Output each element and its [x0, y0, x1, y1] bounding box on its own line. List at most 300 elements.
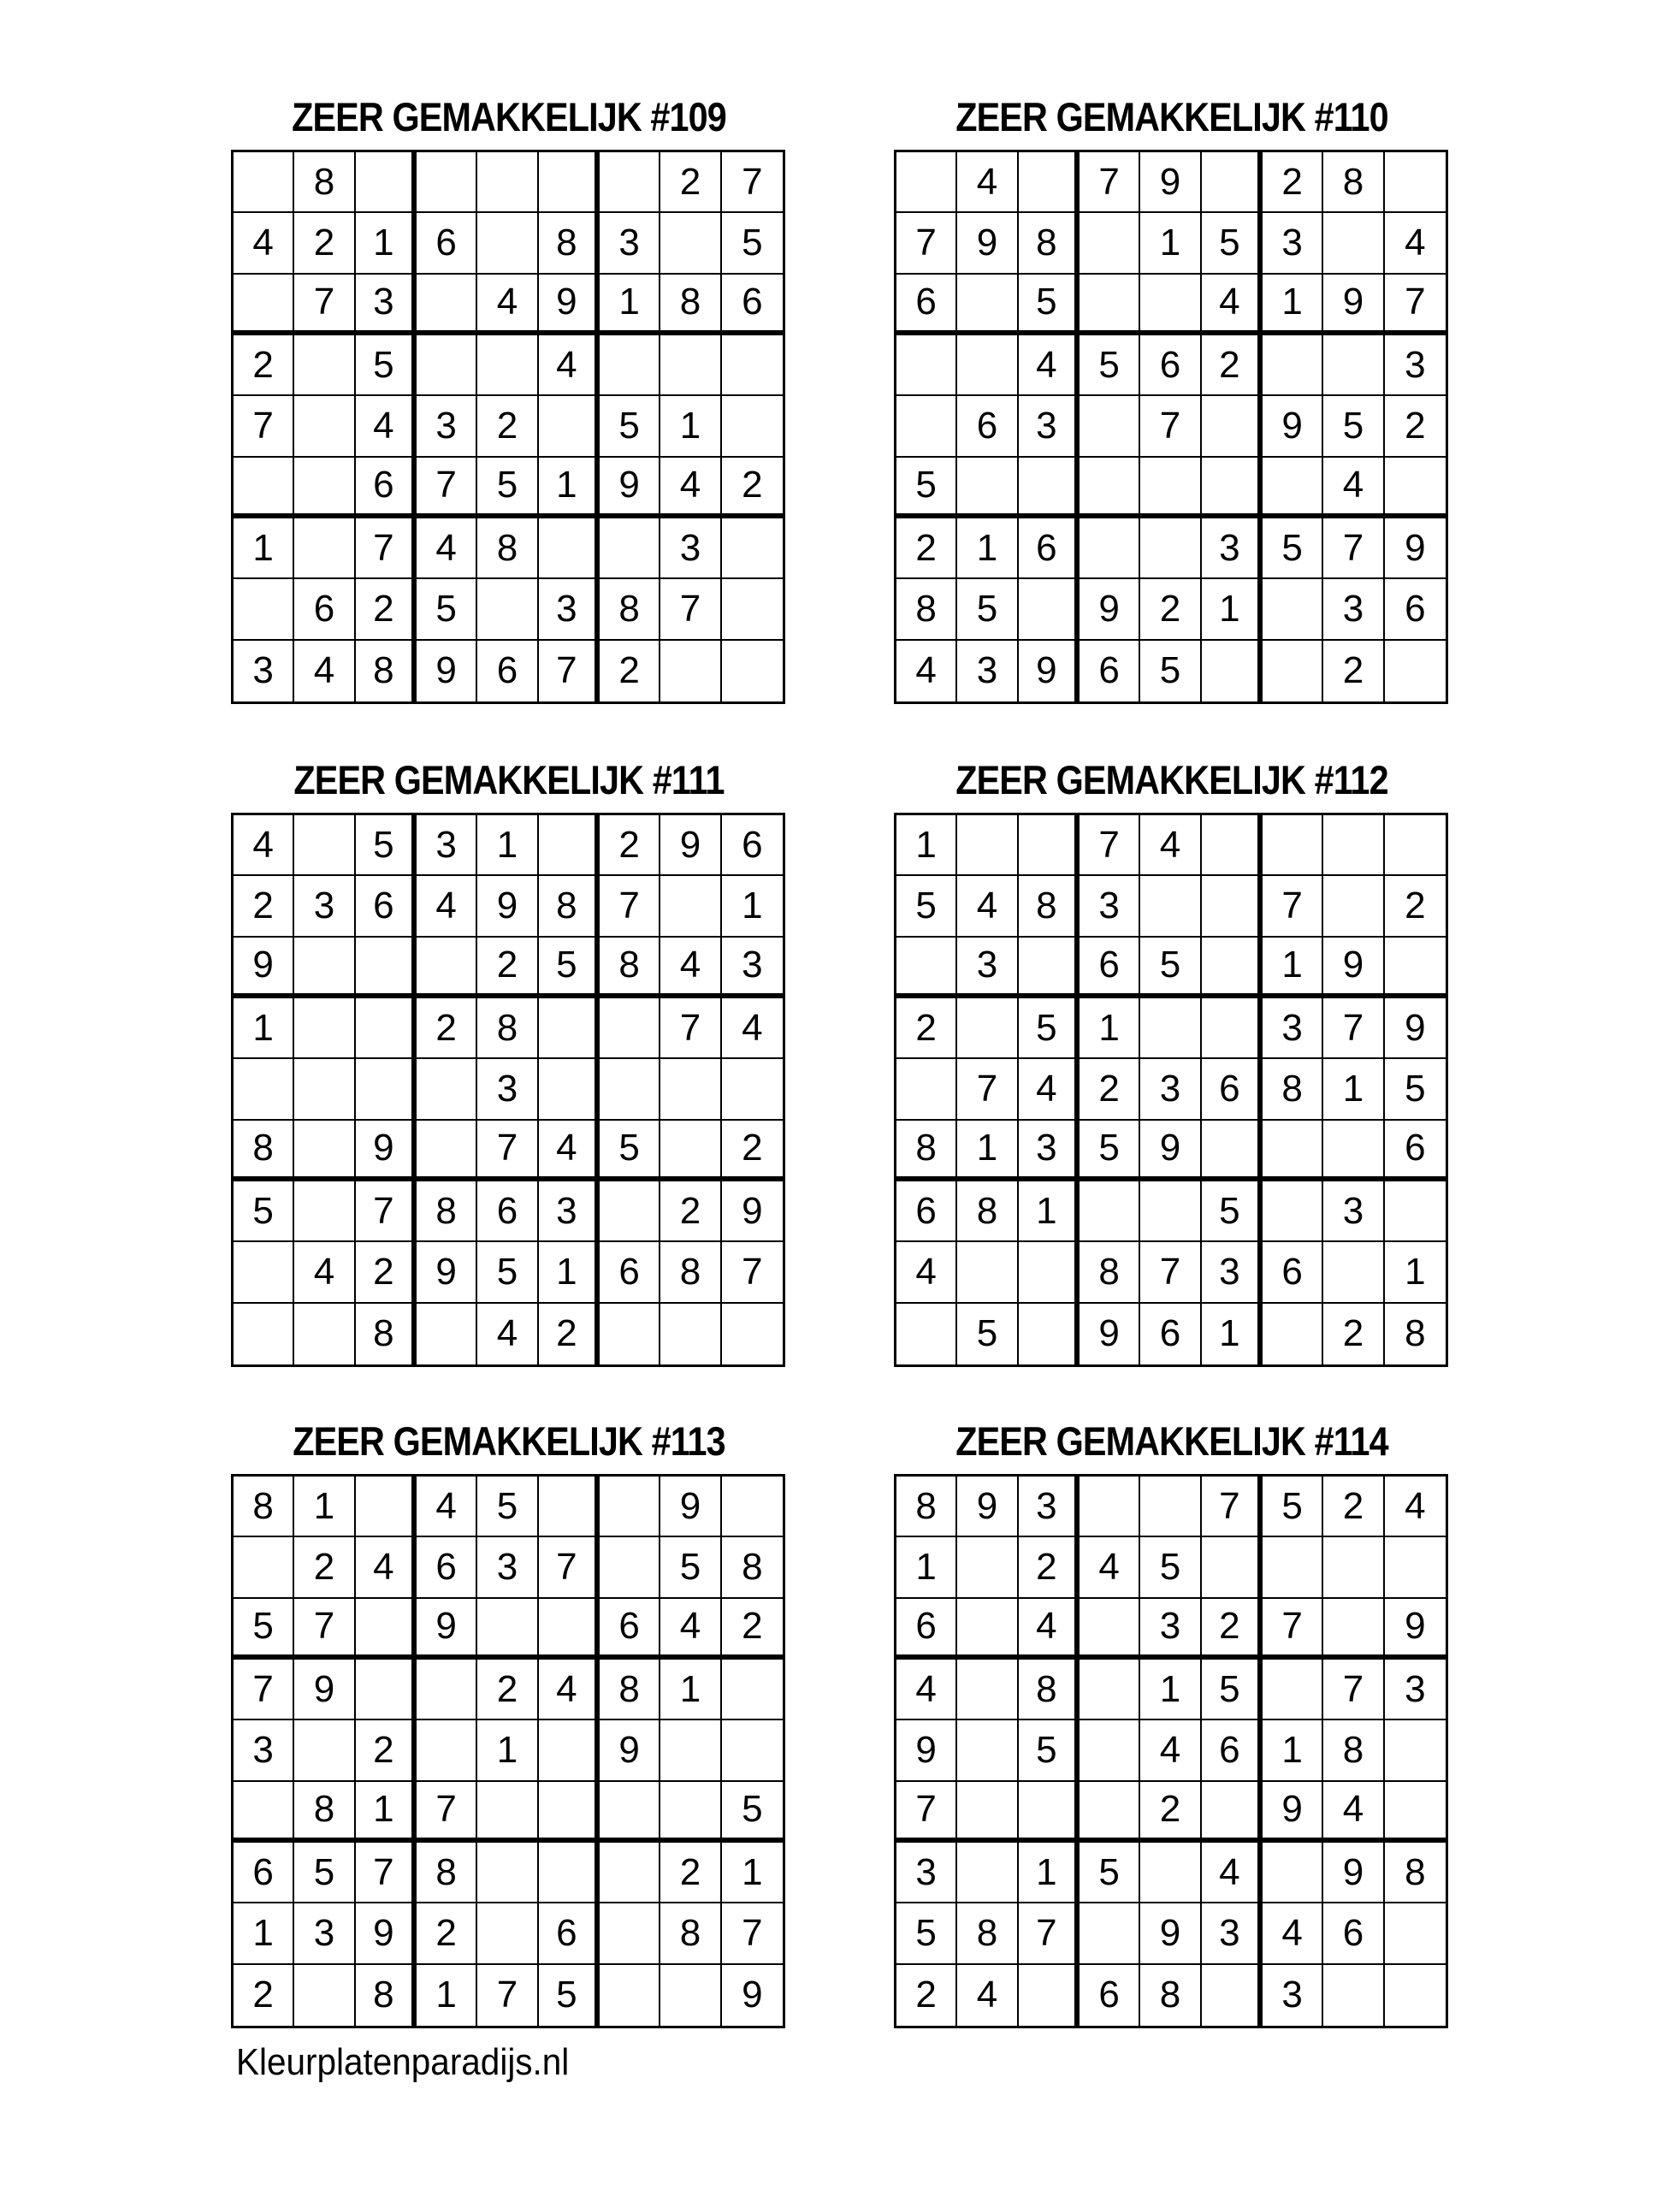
sudoku-cell[interactable]: 7	[1140, 1242, 1201, 1303]
sudoku-cell[interactable]: 7	[417, 458, 477, 518]
sudoku-cell[interactable]: 9	[600, 458, 660, 518]
sudoku-cell[interactable]: 2	[896, 998, 957, 1059]
sudoku-cell[interactable]: 6	[417, 1537, 477, 1598]
sudoku-cell[interactable]	[957, 998, 1018, 1059]
sudoku-cell[interactable]: 1	[356, 1782, 417, 1843]
sudoku-cell[interactable]: 8	[896, 1121, 957, 1181]
sudoku-cell[interactable]: 6	[600, 1242, 660, 1303]
sudoku-cell[interactable]: 1	[294, 1477, 355, 1537]
sudoku-cell[interactable]	[1263, 579, 1323, 640]
sudoku-cell[interactable]: 5	[896, 1903, 957, 1964]
sudoku-cell[interactable]: 6	[896, 1599, 957, 1660]
sudoku-cell[interactable]: 6	[1140, 1304, 1201, 1364]
sudoku-cell[interactable]: 9	[742, 1974, 763, 2016]
sudoku-cell[interactable]	[1385, 1782, 1446, 1843]
sudoku-cell[interactable]	[294, 396, 355, 457]
sudoku-cell[interactable]: 1	[1019, 1843, 1080, 1903]
sudoku-cell[interactable]	[294, 1181, 355, 1242]
sudoku-cell[interactable]	[957, 1843, 1018, 1903]
sudoku-cell[interactable]	[957, 1720, 1018, 1781]
sudoku-cell[interactable]: 4	[722, 998, 783, 1059]
sudoku-cell[interactable]: 8	[1323, 1720, 1384, 1781]
sudoku-cell[interactable]: 8	[1019, 1660, 1080, 1720]
sudoku-cell[interactable]: 5	[1202, 1660, 1263, 1720]
sudoku-cell[interactable]: 5	[957, 579, 1018, 640]
sudoku-cell[interactable]: 5	[356, 815, 417, 876]
sudoku-cell[interactable]: 3	[1140, 1599, 1201, 1660]
sudoku-cell[interactable]: 4	[477, 1304, 538, 1364]
sudoku-cell[interactable]: 5	[477, 458, 538, 518]
sudoku-cell[interactable]: 1	[1202, 579, 1263, 640]
sudoku-cell[interactable]: 4	[1202, 1843, 1263, 1903]
sudoku-cell[interactable]: 5	[1019, 998, 1080, 1059]
sudoku-cell[interactable]: 2	[660, 1843, 721, 1903]
sudoku-cell[interactable]	[722, 1720, 783, 1781]
sudoku-cell[interactable]: 9	[294, 1660, 355, 1720]
sudoku-cell[interactable]: 3	[1385, 1660, 1446, 1720]
sudoku-cell[interactable]: 8	[957, 1903, 1018, 1964]
sudoku-cell[interactable]	[722, 518, 783, 579]
sudoku-cell[interactable]	[1202, 815, 1263, 876]
sudoku-cell[interactable]	[356, 938, 417, 998]
sudoku-cell[interactable]	[600, 152, 660, 213]
sudoku-cell[interactable]	[539, 1782, 600, 1843]
sudoku-cell[interactable]	[1385, 815, 1446, 876]
sudoku-cell[interactable]: 2	[1202, 335, 1263, 396]
sudoku-cell[interactable]	[1140, 275, 1201, 335]
sudoku-cell[interactable]: 9	[1385, 1599, 1446, 1660]
sudoku-cell[interactable]	[1202, 458, 1263, 518]
sudoku-cell[interactable]	[539, 518, 600, 579]
sudoku-cell[interactable]: 3	[417, 396, 477, 457]
sudoku-cell[interactable]	[600, 1843, 660, 1903]
sudoku-cell[interactable]: 8	[477, 998, 538, 1059]
sudoku-cell[interactable]	[477, 1599, 538, 1660]
sudoku-cell[interactable]: 4	[1385, 213, 1446, 274]
sudoku-cell[interactable]: 4	[356, 1537, 417, 1598]
sudoku-cell[interactable]: 7	[294, 275, 355, 335]
sudoku-cell[interactable]	[234, 579, 294, 640]
sudoku-cell[interactable]: 7	[1202, 1477, 1263, 1537]
sudoku-cell[interactable]: 4	[896, 1242, 957, 1303]
sudoku-cell[interactable]: 9	[417, 1599, 477, 1660]
sudoku-cell[interactable]: 7	[1385, 275, 1446, 335]
sudoku-cell[interactable]	[294, 815, 355, 876]
sudoku-cell[interactable]: 4	[417, 518, 477, 579]
sudoku-cell[interactable]: 1	[1263, 275, 1323, 335]
sudoku-cell[interactable]: 2	[234, 876, 294, 937]
sudoku-cell[interactable]: 6	[1140, 335, 1201, 396]
sudoku-cell[interactable]	[477, 152, 538, 213]
sudoku-cell[interactable]: 9	[539, 275, 600, 335]
sudoku-cell[interactable]	[722, 1304, 783, 1364]
sudoku-cell[interactable]	[1323, 815, 1384, 876]
sudoku-cell[interactable]	[234, 1304, 294, 1364]
sudoku-cell[interactable]: 7	[1080, 152, 1140, 213]
sudoku-cell[interactable]	[1019, 938, 1080, 998]
sudoku-cell[interactable]: 2	[1323, 1477, 1384, 1537]
sudoku-cell[interactable]: 5	[1080, 1121, 1140, 1181]
sudoku-cell[interactable]	[957, 1242, 1018, 1303]
sudoku-cell[interactable]: 4	[417, 876, 477, 937]
sudoku-cell[interactable]: 4	[1263, 1903, 1323, 1964]
sudoku-cell[interactable]: 1	[1019, 1181, 1080, 1242]
sudoku-cell[interactable]: 8	[660, 1903, 721, 1964]
sudoku-cell[interactable]: 5	[539, 1965, 600, 2026]
sudoku-cell[interactable]	[539, 998, 600, 1059]
sudoku-cell[interactable]	[1385, 1181, 1446, 1242]
sudoku-cell[interactable]: 6	[417, 213, 477, 274]
sudoku-cell[interactable]	[1263, 458, 1323, 518]
sudoku-cell[interactable]	[1019, 152, 1080, 213]
sudoku-cell[interactable]: 5	[294, 1843, 355, 1903]
sudoku-cell[interactable]	[539, 1599, 600, 1660]
sudoku-cell[interactable]: 9	[722, 1181, 783, 1242]
sudoku-cell[interactable]	[896, 335, 957, 396]
sudoku-cell[interactable]: 5	[1202, 1181, 1263, 1242]
sudoku-cell[interactable]: 6	[1202, 1720, 1263, 1781]
sudoku-cell[interactable]: 5	[1019, 1720, 1080, 1781]
sudoku-cell[interactable]: 5	[477, 1242, 538, 1303]
sudoku-cell[interactable]	[356, 1059, 417, 1120]
sudoku-cell[interactable]	[896, 396, 957, 457]
sudoku-cell[interactable]	[1080, 213, 1140, 274]
sudoku-cell[interactable]	[896, 152, 957, 213]
sudoku-cell[interactable]	[1202, 1965, 1263, 2026]
sudoku-cell[interactable]: 9	[600, 1720, 660, 1781]
sudoku-cell[interactable]: 4	[1019, 335, 1080, 396]
sudoku-cell[interactable]	[1202, 1782, 1263, 1843]
sudoku-cell[interactable]: 5	[660, 1537, 721, 1598]
sudoku-cell[interactable]	[1202, 938, 1263, 998]
sudoku-cell[interactable]: 8	[1385, 1843, 1446, 1903]
sudoku-cell[interactable]	[1385, 458, 1446, 518]
sudoku-cell[interactable]: 8	[356, 1304, 417, 1364]
sudoku-cell[interactable]	[1080, 518, 1140, 579]
sudoku-cell[interactable]: 5	[722, 1782, 783, 1843]
sudoku-cell[interactable]	[1140, 998, 1201, 1059]
sudoku-cell[interactable]	[294, 1965, 355, 2026]
sudoku-cell[interactable]: 1	[477, 1720, 538, 1781]
sudoku-cell[interactable]	[600, 1782, 660, 1843]
sudoku-cell[interactable]: 7	[356, 1181, 417, 1242]
sudoku-cell[interactable]: 6	[234, 1843, 294, 1903]
sudoku-cell[interactable]: 1	[660, 396, 721, 457]
sudoku-cell[interactable]: 9	[1385, 998, 1446, 1059]
sudoku-cell[interactable]: 3	[1202, 518, 1263, 579]
sudoku-cell[interactable]: 7	[356, 1843, 417, 1903]
sudoku-cell[interactable]: 6	[957, 396, 1018, 457]
sudoku-cell[interactable]: 3	[234, 1720, 294, 1781]
sudoku-cell[interactable]: 5	[1323, 396, 1384, 457]
sudoku-cell[interactable]: 9	[1140, 1903, 1201, 1964]
sudoku-cell[interactable]: 4	[1140, 815, 1201, 876]
sudoku-cell[interactable]	[1263, 1121, 1323, 1181]
sudoku-cell[interactable]: 3	[294, 876, 355, 937]
sudoku-cell[interactable]: 4	[1019, 1059, 1080, 1120]
sudoku-cell[interactable]: 4	[896, 1660, 957, 1720]
sudoku-cell[interactable]: 5	[957, 1304, 1018, 1364]
sudoku-cell[interactable]: 3	[1202, 1242, 1263, 1303]
sudoku-cell[interactable]	[660, 1121, 721, 1181]
sudoku-cell[interactable]: 1	[896, 815, 957, 876]
sudoku-cell[interactable]: 4	[539, 1660, 600, 1720]
sudoku-cell[interactable]: 3	[1323, 579, 1384, 640]
sudoku-cell[interactable]	[539, 1843, 600, 1903]
sudoku-cell[interactable]	[1323, 1121, 1384, 1181]
sudoku-cell[interactable]: 2	[477, 396, 538, 457]
sudoku-cell[interactable]: 9	[1323, 275, 1384, 335]
sudoku-cell[interactable]: 2	[722, 1121, 783, 1181]
sudoku-cell[interactable]: 2	[1323, 1304, 1384, 1364]
sudoku-cell[interactable]: 4	[234, 815, 294, 876]
sudoku-cell[interactable]: 8	[417, 1843, 477, 1903]
sudoku-cell[interactable]: 9	[957, 1477, 1018, 1537]
sudoku-cell[interactable]	[294, 1720, 355, 1781]
sudoku-cell[interactable]: 2	[896, 518, 957, 579]
sudoku-cell[interactable]	[957, 1599, 1018, 1660]
sudoku-cell[interactable]	[417, 275, 477, 335]
sudoku-cell[interactable]: 5	[722, 213, 783, 274]
sudoku-cell[interactable]: 9	[957, 213, 1018, 274]
sudoku-cell[interactable]: 9	[1385, 518, 1446, 579]
sudoku-cell[interactable]	[1385, 1903, 1446, 1964]
sudoku-cell[interactable]: 4	[477, 275, 538, 335]
sudoku-cell[interactable]: 3	[1263, 1965, 1323, 2026]
sudoku-cell[interactable]: 1	[722, 1843, 783, 1903]
sudoku-cell[interactable]: 2	[234, 1965, 294, 2026]
sudoku-cell[interactable]	[539, 1477, 600, 1537]
sudoku-cell[interactable]: 1	[957, 1121, 1018, 1181]
sudoku-cell[interactable]: 7	[722, 1903, 783, 1964]
sudoku-cell[interactable]: 9	[234, 938, 294, 998]
sudoku-cell[interactable]: 2	[600, 815, 660, 876]
sudoku-cell[interactable]: 6	[896, 1181, 957, 1242]
sudoku-cell[interactable]: 3	[234, 641, 294, 701]
sudoku-cell[interactable]: 8	[1263, 1059, 1323, 1120]
sudoku-cell[interactable]: 7	[660, 998, 721, 1059]
sudoku-cell[interactable]: 1	[1263, 1720, 1323, 1781]
sudoku-cell[interactable]: 2	[539, 1304, 600, 1364]
sudoku-cell[interactable]	[1080, 1181, 1140, 1242]
sudoku-cell[interactable]	[1323, 1965, 1384, 2026]
sudoku-cell[interactable]: 4	[957, 876, 1018, 937]
sudoku-cell[interactable]: 3	[539, 1181, 600, 1242]
sudoku-cell[interactable]: 6	[539, 1903, 600, 1964]
sudoku-cell[interactable]	[1202, 396, 1263, 457]
sudoku-cell[interactable]: 5	[600, 396, 660, 457]
sudoku-cell[interactable]: 9	[356, 1903, 417, 1964]
sudoku-cell[interactable]: 1	[1263, 938, 1323, 998]
sudoku-cell[interactable]: 8	[600, 1660, 660, 1720]
sudoku-cell[interactable]	[1323, 1537, 1384, 1598]
sudoku-cell[interactable]	[234, 152, 294, 213]
sudoku-cell[interactable]	[600, 1477, 660, 1537]
sudoku-cell[interactable]: 5	[356, 335, 417, 396]
sudoku-cell[interactable]: 6	[600, 1599, 660, 1660]
sudoku-cell[interactable]	[1385, 1720, 1446, 1781]
sudoku-cell[interactable]: 2	[356, 579, 417, 640]
sudoku-cell[interactable]: 3	[1140, 1059, 1201, 1120]
sudoku-cell[interactable]: 3	[1019, 396, 1080, 457]
sudoku-cell[interactable]: 3	[1323, 1181, 1384, 1242]
sudoku-cell[interactable]	[957, 275, 1018, 335]
sudoku-cell[interactable]	[1385, 1965, 1446, 2026]
sudoku-cell[interactable]: 7	[234, 396, 294, 457]
sudoku-cell[interactable]: 2	[477, 938, 538, 998]
sudoku-cell[interactable]: 5	[539, 938, 600, 998]
sudoku-cell[interactable]: 7	[1263, 876, 1323, 937]
sudoku-cell[interactable]	[1385, 641, 1446, 701]
sudoku-cell[interactable]	[477, 1782, 538, 1843]
sudoku-cell[interactable]: 7	[1019, 1903, 1080, 1964]
sudoku-cell[interactable]: 7	[356, 518, 417, 579]
sudoku-cell[interactable]: 4	[1202, 275, 1263, 335]
sudoku-cell[interactable]	[660, 641, 721, 701]
sudoku-cell[interactable]: 7	[896, 213, 957, 274]
sudoku-cell[interactable]: 6	[1080, 938, 1140, 998]
sudoku-cell[interactable]: 7	[294, 1599, 355, 1660]
sudoku-cell[interactable]	[1019, 815, 1080, 876]
sudoku-cell[interactable]: 1	[1140, 213, 1201, 274]
sudoku-cell[interactable]: 8	[660, 1242, 721, 1303]
sudoku-cell[interactable]	[660, 1304, 721, 1364]
sudoku-cell[interactable]	[1080, 1782, 1140, 1843]
sudoku-cell[interactable]: 1	[234, 1903, 294, 1964]
sudoku-cell[interactable]	[1080, 1720, 1140, 1781]
sudoku-cell[interactable]: 1	[539, 1242, 600, 1303]
sudoku-cell[interactable]	[660, 335, 721, 396]
sudoku-cell[interactable]	[722, 1059, 783, 1120]
sudoku-cell[interactable]	[896, 938, 957, 998]
sudoku-cell[interactable]	[1202, 998, 1263, 1059]
sudoku-cell[interactable]: 4	[234, 213, 294, 274]
sudoku-cell[interactable]: 3	[1080, 876, 1140, 937]
sudoku-cell[interactable]: 2	[660, 1181, 721, 1242]
sudoku-cell[interactable]	[1263, 335, 1323, 396]
sudoku-cell[interactable]	[600, 998, 660, 1059]
sudoku-cell[interactable]: 3	[1202, 1903, 1263, 1964]
sudoku-cell[interactable]	[356, 152, 417, 213]
sudoku-cell[interactable]: 7	[722, 152, 783, 213]
sudoku-cell[interactable]	[234, 1782, 294, 1843]
sudoku-cell[interactable]	[600, 1537, 660, 1598]
sudoku-cell[interactable]: 7	[417, 1782, 477, 1843]
sudoku-cell[interactable]: 2	[1140, 579, 1201, 640]
sudoku-cell[interactable]	[600, 1059, 660, 1120]
sudoku-cell[interactable]	[1202, 641, 1263, 701]
sudoku-cell[interactable]: 5	[477, 1477, 538, 1537]
sudoku-cell[interactable]: 2	[356, 1720, 417, 1781]
sudoku-cell[interactable]: 1	[722, 876, 783, 937]
sudoku-cell[interactable]	[477, 1843, 538, 1903]
sudoku-cell[interactable]: 5	[1019, 275, 1080, 335]
sudoku-cell[interactable]: 8	[896, 1477, 957, 1537]
sudoku-cell[interactable]	[722, 1660, 783, 1720]
sudoku-cell[interactable]	[417, 938, 477, 998]
sudoku-cell[interactable]	[896, 1059, 957, 1120]
sudoku-cell[interactable]	[1019, 1965, 1080, 2026]
sudoku-cell[interactable]: 7	[477, 1965, 538, 2026]
sudoku-cell[interactable]	[1202, 1537, 1263, 1598]
sudoku-cell[interactable]	[539, 815, 600, 876]
sudoku-cell[interactable]: 3	[600, 213, 660, 274]
sudoku-cell[interactable]: 6	[1080, 1965, 1140, 2026]
sudoku-cell[interactable]: 4	[539, 1121, 600, 1181]
sudoku-cell[interactable]	[1202, 876, 1263, 937]
sudoku-cell[interactable]: 6	[294, 579, 355, 640]
sudoku-cell[interactable]	[294, 518, 355, 579]
sudoku-cell[interactable]: 7	[539, 1537, 600, 1598]
sudoku-cell[interactable]: 4	[660, 458, 721, 518]
sudoku-cell[interactable]: 2	[417, 1903, 477, 1964]
sudoku-cell[interactable]	[477, 1903, 538, 1964]
sudoku-cell[interactable]	[1263, 1304, 1323, 1364]
sudoku-cell[interactable]	[1140, 1843, 1201, 1903]
sudoku-cell[interactable]: 3	[417, 815, 477, 876]
sudoku-cell[interactable]	[1323, 335, 1384, 396]
sudoku-cell[interactable]	[600, 1304, 660, 1364]
sudoku-cell[interactable]: 3	[477, 1059, 538, 1120]
sudoku-cell[interactable]: 1	[957, 518, 1018, 579]
sudoku-cell[interactable]: 4	[660, 938, 721, 998]
sudoku-cell[interactable]: 7	[539, 641, 600, 701]
sudoku-cell[interactable]: 4	[417, 1477, 477, 1537]
sudoku-cell[interactable]	[356, 1477, 417, 1537]
sudoku-cell[interactable]: 2	[1080, 1059, 1140, 1120]
sudoku-cell[interactable]	[722, 396, 783, 457]
sudoku-cell[interactable]: 9	[660, 1477, 721, 1537]
sudoku-cell[interactable]	[1323, 876, 1384, 937]
sudoku-cell[interactable]	[1080, 1660, 1140, 1720]
sudoku-cell[interactable]	[957, 1660, 1018, 1720]
sudoku-cell[interactable]: 2	[1019, 1537, 1080, 1598]
sudoku-cell[interactable]: 9	[660, 815, 721, 876]
sudoku-cell[interactable]: 4	[957, 1965, 1018, 2026]
sudoku-cell[interactable]	[234, 458, 294, 518]
sudoku-cell[interactable]	[294, 1059, 355, 1120]
sudoku-cell[interactable]	[477, 213, 538, 274]
sudoku-cell[interactable]	[1080, 1599, 1140, 1660]
sudoku-cell[interactable]: 5	[1140, 938, 1201, 998]
sudoku-cell[interactable]: 9	[1140, 1121, 1201, 1181]
sudoku-cell[interactable]: 2	[234, 335, 294, 396]
sudoku-cell[interactable]: 6	[1202, 1059, 1263, 1120]
sudoku-cell[interactable]: 8	[477, 518, 538, 579]
sudoku-cell[interactable]: 9	[1019, 641, 1080, 701]
sudoku-cell[interactable]: 8	[294, 152, 355, 213]
sudoku-cell[interactable]: 4	[1323, 1782, 1384, 1843]
sudoku-cell[interactable]: 4	[957, 152, 1018, 213]
sudoku-cell[interactable]	[1323, 213, 1384, 274]
sudoku-cell[interactable]: 8	[600, 938, 660, 998]
sudoku-cell[interactable]: 1	[539, 458, 600, 518]
sudoku-cell[interactable]: 5	[896, 458, 957, 518]
sudoku-cell[interactable]: 6	[477, 641, 538, 701]
sudoku-cell[interactable]: 8	[896, 579, 957, 640]
sudoku-cell[interactable]: 6	[1019, 518, 1080, 579]
sudoku-cell[interactable]: 4	[539, 335, 600, 396]
sudoku-cell[interactable]	[1263, 1181, 1323, 1242]
sudoku-cell[interactable]: 4	[660, 1599, 721, 1660]
sudoku-cell[interactable]: 5	[600, 1121, 660, 1181]
sudoku-cell[interactable]: 6	[1080, 641, 1140, 701]
sudoku-cell[interactable]: 4	[1385, 1477, 1446, 1537]
sudoku-cell[interactable]: 3	[957, 938, 1018, 998]
sudoku-cell[interactable]	[417, 152, 477, 213]
sudoku-cell[interactable]	[1019, 1782, 1080, 1843]
sudoku-cell[interactable]: 7	[722, 1242, 783, 1303]
